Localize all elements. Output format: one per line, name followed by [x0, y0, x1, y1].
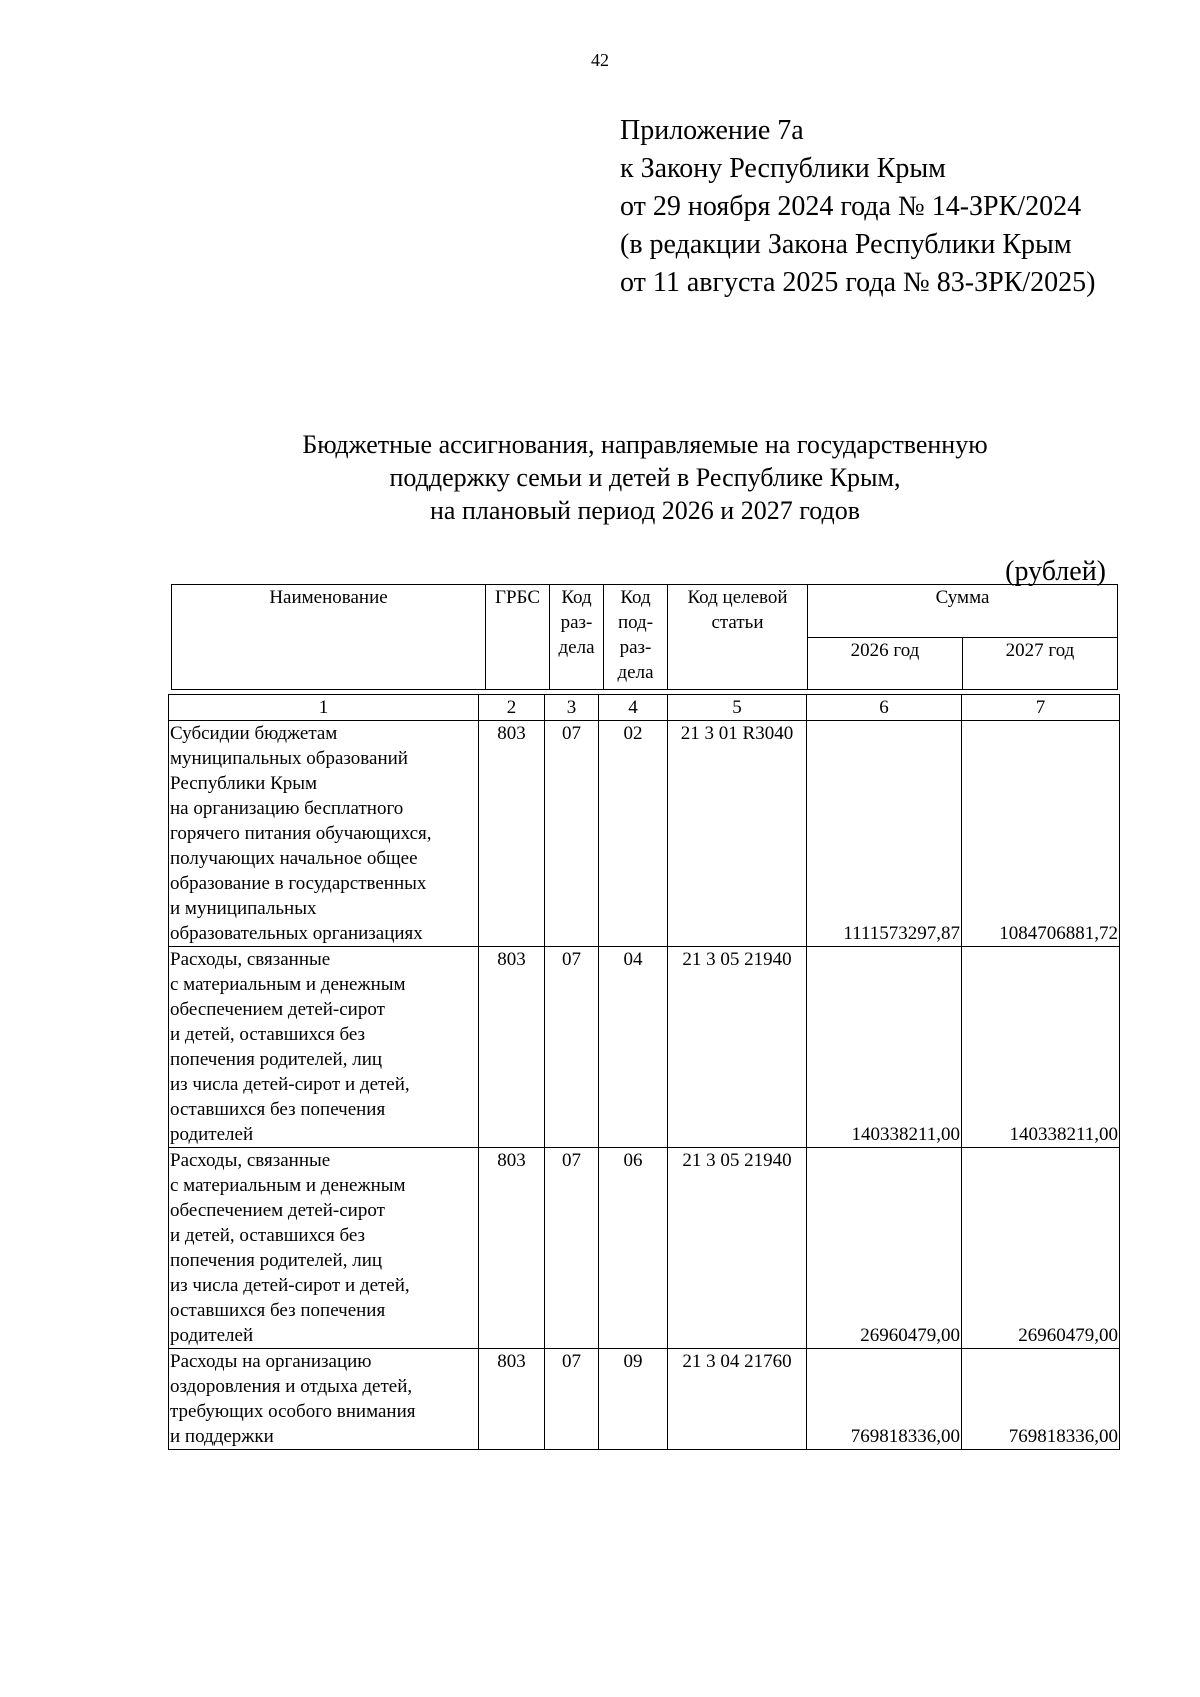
- appendix-reference: [620, 112, 1095, 302]
- row-section: 07: [545, 947, 599, 1148]
- row-sum-2026: 26960479,00: [807, 1148, 962, 1349]
- row-name: [169, 947, 479, 1148]
- row-name-line: и муниципальных: [170, 898, 317, 919]
- row-sum-2027: 26960479,00: [962, 1148, 1120, 1349]
- header-subsection-line: Код: [620, 587, 651, 608]
- row-grbs: 803: [479, 1148, 545, 1349]
- row-grbs: 803: [479, 721, 545, 947]
- table-row: [169, 1148, 1120, 1349]
- header-name: Наименование: [172, 585, 486, 690]
- row-name-line: попечения родителей, лиц: [170, 1049, 383, 1070]
- row-target: 21 3 05 21940: [668, 1148, 807, 1349]
- row-name-line: на организацию бесплатного: [170, 798, 404, 819]
- row-target: 21 3 05 21940: [668, 947, 807, 1148]
- table-row: [169, 721, 1120, 947]
- row-name-line: оставшихся без попечения: [170, 1099, 386, 1120]
- column-number: 7: [962, 695, 1120, 721]
- page-number: 42: [591, 50, 609, 70]
- appendix-line: от 29 ноября 2024 года № 14-ЗРК/2024: [620, 191, 1082, 222]
- row-subsection: 04: [599, 947, 668, 1148]
- row-subsection: 06: [599, 1148, 668, 1349]
- row-name-line: получающих начальное общее: [170, 848, 418, 869]
- column-number: 4: [599, 695, 668, 721]
- row-name: [169, 1349, 479, 1450]
- table-row: [169, 1349, 1120, 1450]
- column-number: 1: [169, 695, 479, 721]
- row-name-line: оставшихся без попечения: [170, 1300, 386, 1321]
- row-name-line: Республики Крым: [170, 773, 318, 794]
- budget-table: [168, 694, 1120, 1450]
- row-name-line: Расходы на организацию: [170, 1351, 372, 1372]
- row-name-line: с материальным и денежным: [170, 1175, 406, 1196]
- document-title: [0, 428, 1200, 527]
- header-sum: Сумма: [808, 585, 1118, 638]
- appendix-line: к Закону Республики Крым: [620, 153, 946, 184]
- row-name-line: попечения родителей, лиц: [170, 1250, 383, 1271]
- header-grbs: ГРБС: [486, 585, 550, 690]
- row-name: [169, 721, 479, 947]
- row-name-line: и детей, оставшихся без: [170, 1024, 366, 1045]
- row-sum-2026: 140338211,00: [807, 947, 962, 1148]
- row-name-line: Расходы, связанные: [170, 1150, 331, 1171]
- row-name-line: и детей, оставшихся без: [170, 1225, 366, 1246]
- header-year-2027: 2027 год: [963, 637, 1118, 690]
- row-name-line: из числа детей-сирот и детей,: [170, 1074, 410, 1095]
- row-sum-2026: 769818336,00: [807, 1349, 962, 1450]
- row-name-line: Расходы, связанные: [170, 949, 331, 970]
- row-name-line: обеспечением детей-сирот: [170, 999, 385, 1020]
- row-sum-2027: 1084706881,72: [962, 721, 1120, 947]
- header-target-line: Код целевой: [687, 587, 788, 608]
- header-section: [550, 585, 604, 690]
- units-label: (рублей): [1005, 556, 1106, 587]
- row-subsection: 09: [599, 1349, 668, 1450]
- appendix-line: Приложение 7а: [620, 115, 804, 146]
- header-section-line: раз-: [560, 612, 593, 633]
- row-name-line: с материальным и денежным: [170, 974, 406, 995]
- appendix-line: от 11 августа 2025 года № 83-ЗРК/2025): [620, 267, 1096, 298]
- appendix-line: (в редакции Закона Республики Крым: [620, 229, 1072, 260]
- row-sum-2027: 140338211,00: [962, 947, 1120, 1148]
- row-grbs: 803: [479, 1349, 545, 1450]
- column-number: 6: [807, 695, 962, 721]
- column-number: 3: [545, 695, 599, 721]
- row-subsection: 02: [599, 721, 668, 947]
- title-line: поддержку семьи и детей в Республике Крым,: [389, 463, 901, 492]
- row-target: 21 3 01 R3040: [668, 721, 807, 947]
- row-name-line: родителей: [170, 1325, 254, 1346]
- row-section: 07: [545, 1349, 599, 1450]
- title-line: Бюджетные ассигнования, направляемые на государственную: [302, 430, 988, 459]
- header-subsection-line: раз-: [619, 637, 652, 658]
- header-target-line: статьи: [711, 612, 764, 633]
- row-name-line: родителей: [170, 1124, 254, 1145]
- row-section: 07: [545, 1148, 599, 1349]
- table-header: [171, 584, 1118, 690]
- row-sum-2027: 769818336,00: [962, 1349, 1120, 1450]
- row-name-line: муниципальных образований: [170, 748, 408, 769]
- column-number: 2: [479, 695, 545, 721]
- row-name-line: из числа детей-сирот и детей,: [170, 1275, 410, 1296]
- header-subsection-line: дела: [617, 662, 654, 683]
- header-section-line: Код: [561, 587, 592, 608]
- header-subsection-line: под-: [617, 612, 654, 633]
- header-year-2026: 2026 год: [808, 637, 963, 690]
- row-name: [169, 1148, 479, 1349]
- column-numbers-row: [169, 695, 1120, 721]
- row-name-line: требующих особого внимания: [170, 1401, 416, 1422]
- row-name-line: Субсидии бюджетам: [170, 723, 338, 744]
- header-section-line: дела: [558, 637, 595, 658]
- row-section: 07: [545, 721, 599, 947]
- column-number: 5: [668, 695, 807, 721]
- table-row: [169, 947, 1120, 1148]
- row-name-line: обеспечением детей-сирот: [170, 1200, 385, 1221]
- row-grbs: 803: [479, 947, 545, 1148]
- row-name-line: оздоровления и отдыха детей,: [170, 1376, 413, 1397]
- row-name-line: образование в государственных: [170, 873, 427, 894]
- header-target: [668, 585, 808, 690]
- row-target: 21 3 04 21760: [668, 1349, 807, 1450]
- row-name-line: и поддержки: [170, 1426, 274, 1447]
- header-subsection: [604, 585, 668, 690]
- row-sum-2026: 1111573297,87: [807, 721, 962, 947]
- title-line: на плановый период 2026 и 2027 годов: [430, 496, 860, 525]
- row-name-line: образовательных организациях: [170, 923, 423, 944]
- row-name-line: горячего питания обучающихся,: [170, 823, 432, 844]
